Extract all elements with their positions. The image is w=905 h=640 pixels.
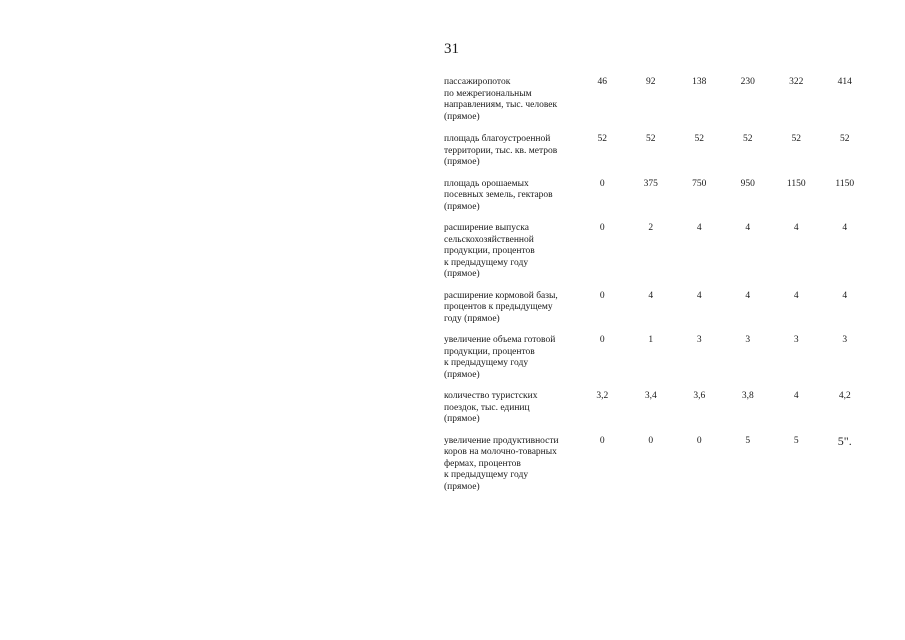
table-row (444, 433, 884, 494)
value-cell: 4,2 (838, 391, 851, 401)
value-cell: 2 (648, 223, 654, 233)
value-cell: 52 (743, 134, 753, 144)
row-label: расширение кормовой базы, процентов к предыдущему году (прямое) (444, 290, 558, 324)
value-cell: 4 (745, 223, 751, 233)
value-cell: 0 (599, 335, 605, 345)
value-cell: 322 (789, 77, 804, 87)
value-cell: 375 (643, 178, 658, 189)
value-cell: 1150 (786, 178, 806, 189)
table-row (444, 291, 884, 326)
indicators-table (444, 77, 884, 493)
value-cell: 750 (692, 178, 707, 189)
value-cell: 5 (745, 435, 751, 446)
value-cell: 5". (837, 433, 852, 448)
value-cell: 4 (648, 290, 654, 301)
row-label: увеличение продуктивности коров на молочно-товарных фермах, процентов к предыдущему году (прямое) (444, 435, 559, 492)
value-cell: 52 (597, 134, 607, 144)
table-row (444, 223, 884, 281)
value-cell: 52 (694, 134, 704, 144)
value-cell: 52 (791, 134, 801, 144)
row-label: площадь благоустроенной территории, тыс. кв. метров (прямое) (444, 134, 558, 167)
value-cell: 4 (696, 290, 702, 301)
value-cell: 3 (793, 335, 799, 345)
value-cell: 0 (696, 435, 702, 446)
value-cell: 5 (793, 435, 799, 446)
value-cell: 950 (740, 178, 755, 189)
table-row (444, 335, 884, 381)
value-cell: 0 (599, 290, 605, 301)
value-cell: 414 (837, 77, 852, 87)
table-row (444, 134, 884, 169)
value-cell: 4 (842, 290, 848, 301)
value-cell: 3,6 (693, 391, 706, 401)
value-cell: 138 (692, 77, 707, 87)
row-label: пассажиропоток по межрегиональным направлениям, тыс. человек (прямое) (444, 77, 558, 122)
row-label: количество туристских поездок, тыс. единиц (прямое) (444, 391, 538, 424)
value-cell: 92 (646, 77, 656, 87)
value-cell: 4 (745, 290, 751, 301)
table-row (444, 77, 884, 123)
page-number: 31 (444, 41, 459, 57)
table-row (444, 179, 884, 214)
table-row (444, 391, 884, 426)
value-cell: 3,8 (741, 391, 754, 401)
value-cell: 4 (793, 391, 799, 401)
row-label: площадь орошаемых посевных земель, гектаров (прямое) (444, 178, 553, 212)
value-cell: 3 (696, 335, 702, 345)
value-cell: 0 (648, 435, 654, 446)
value-cell: 1150 (835, 178, 855, 189)
value-cell: 52 (840, 134, 850, 144)
value-cell: 52 (646, 134, 656, 144)
value-cell: 0 (599, 178, 605, 189)
value-cell: 4 (842, 223, 848, 233)
row-label: увеличение объема готовой продукции, процентов к предыдущему году (прямое) (444, 335, 556, 380)
value-cell: 3 (745, 335, 751, 345)
value-cell: 4 (793, 223, 799, 233)
value-cell: 0 (599, 435, 605, 446)
value-cell: 230 (740, 77, 755, 87)
value-cell: 46 (597, 77, 607, 87)
value-cell: 4 (793, 290, 799, 301)
row-label: расширение выпуска сельскохозяйственной продукции, процентов к предыдущему году (прямое) (444, 223, 535, 279)
value-cell: 0 (599, 223, 605, 233)
value-cell: 3,2 (596, 391, 609, 401)
value-cell: 3,4 (644, 391, 657, 401)
value-cell: 3 (842, 335, 848, 345)
value-cell: 4 (696, 223, 702, 233)
value-cell: 1 (648, 335, 654, 345)
